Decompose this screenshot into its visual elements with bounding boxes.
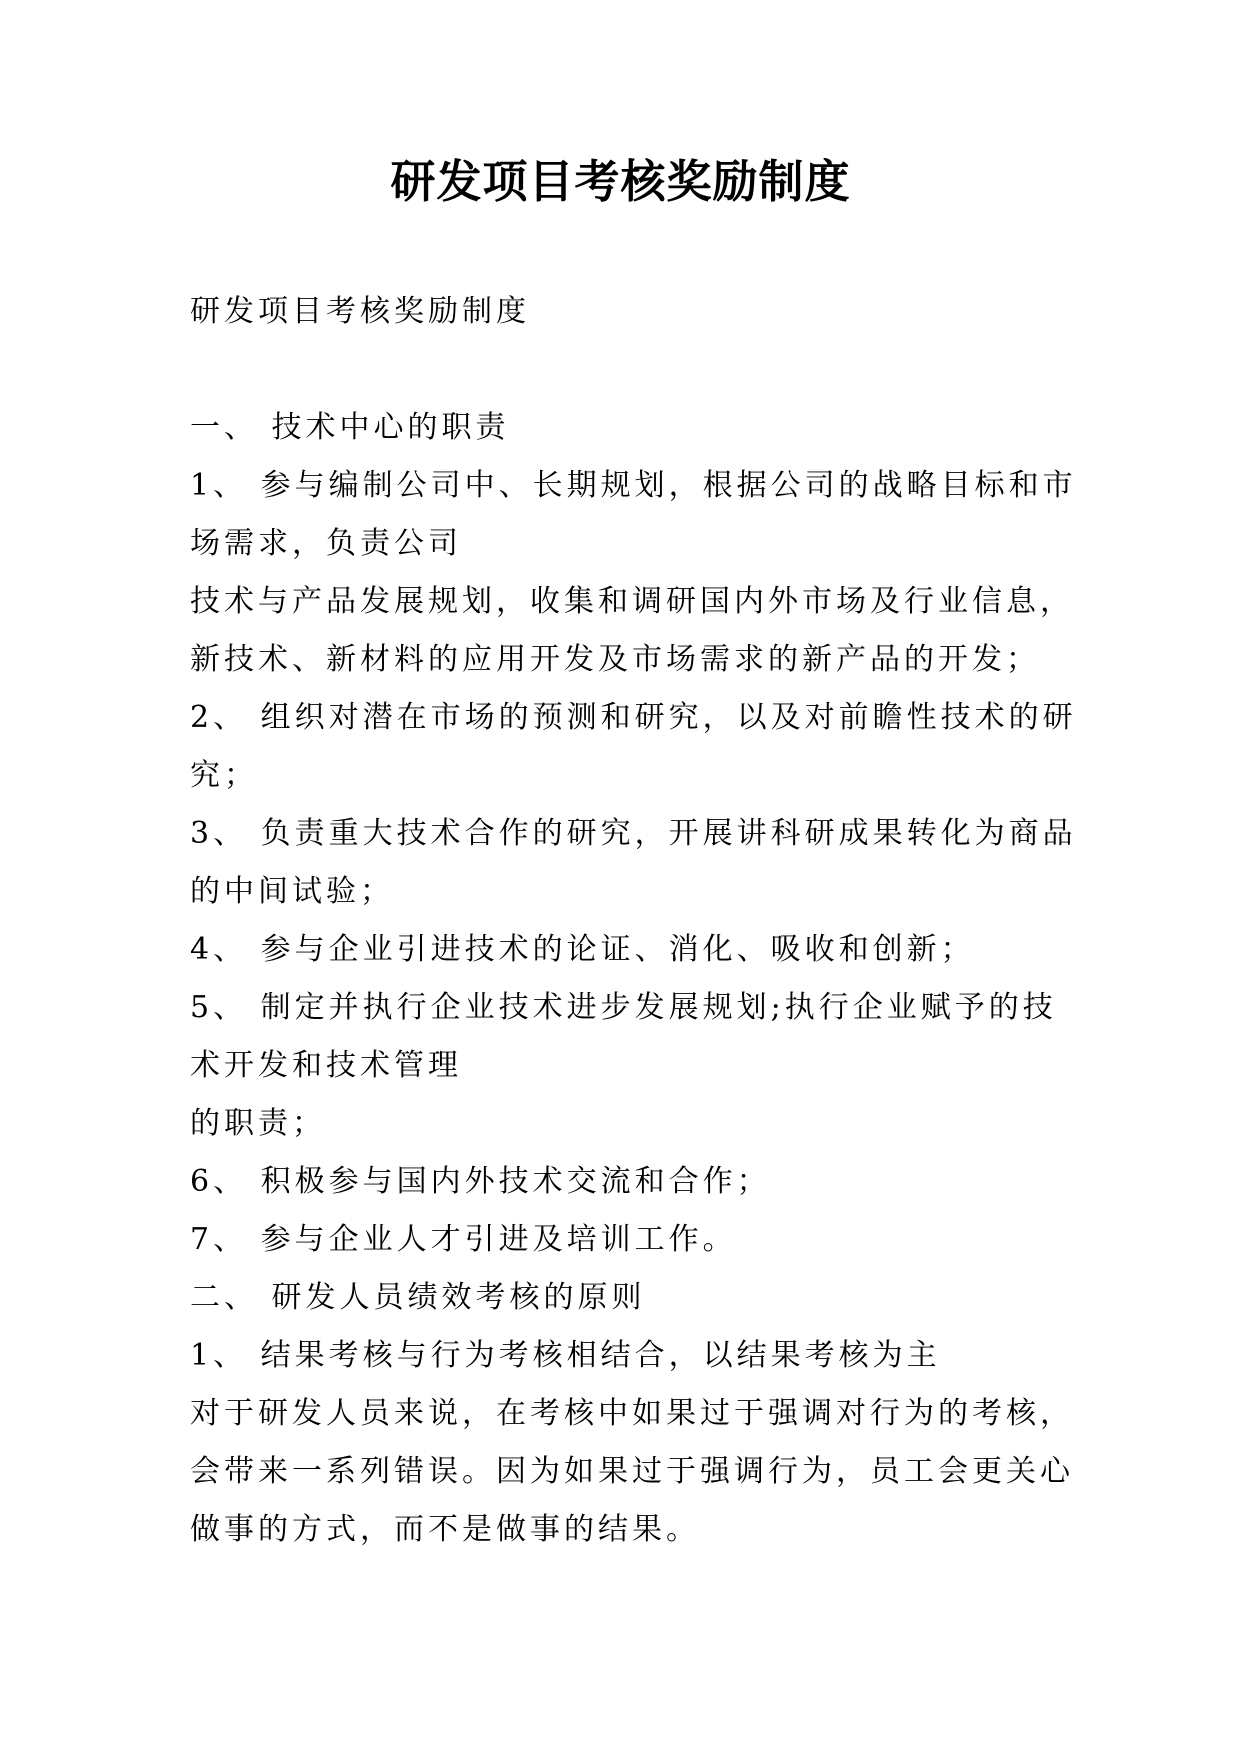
paragraph-line: 究； (190, 758, 258, 793)
subtitle-line: 研发项目考核奖励制度 (190, 294, 530, 329)
paragraph-line: 5、 制定并执行企业技术进步发展规划;执行企业赋予的技 (190, 990, 1057, 1025)
paragraph-line: 对于研发人员来说，在考核中如果过于强调对行为的考核， (190, 1396, 1074, 1431)
paragraph-line: 新技术、新材料的应用开发及市场需求的新产品的开发； (190, 642, 1040, 677)
paragraph-line: 的职责； (190, 1106, 326, 1141)
paragraph-line: 1、 参与编制公司中、长期规划，根据公司的战略目标和市 (190, 468, 1077, 503)
paragraph-line: 会带来一系列错误。因为如果过于强调行为，员工会更关心 (190, 1454, 1074, 1489)
paragraph-line: 场需求，负责公司 (190, 526, 462, 561)
section-heading-2: 二、 研发人员绩效考核的原则 (190, 1280, 646, 1315)
paragraph-line: 的中间试验； (190, 874, 394, 909)
paragraph-line: 2、 组织对潜在市场的预测和研究，以及对前瞻性技术的研 (190, 700, 1077, 735)
paragraph-line: 3、 负责重大技术合作的研究，开展讲科研成果转化为商品 (190, 816, 1077, 851)
paragraph-line: 技术与产品发展规划，收集和调研国内外市场及行业信息， (190, 584, 1074, 619)
paragraph-line: 做事的方式，而不是做事的结果。 (190, 1512, 700, 1547)
paragraph-line: 4、 参与企业引进技术的论证、消化、吸收和创新； (190, 932, 975, 967)
section-heading-1: 一、 技术中心的职责 (190, 410, 510, 445)
paragraph-line: 6、 积极参与国内外技术交流和合作； (190, 1164, 771, 1199)
paragraph-line: 7、 参与企业人才引进及培训工作。 (190, 1222, 737, 1257)
paragraph-line: 术开发和技术管理 (190, 1048, 462, 1083)
document-title: 研发项目考核奖励制度 (390, 155, 851, 208)
paragraph-line: 1、 结果考核与行为考核相结合，以结果考核为主 (190, 1338, 941, 1373)
